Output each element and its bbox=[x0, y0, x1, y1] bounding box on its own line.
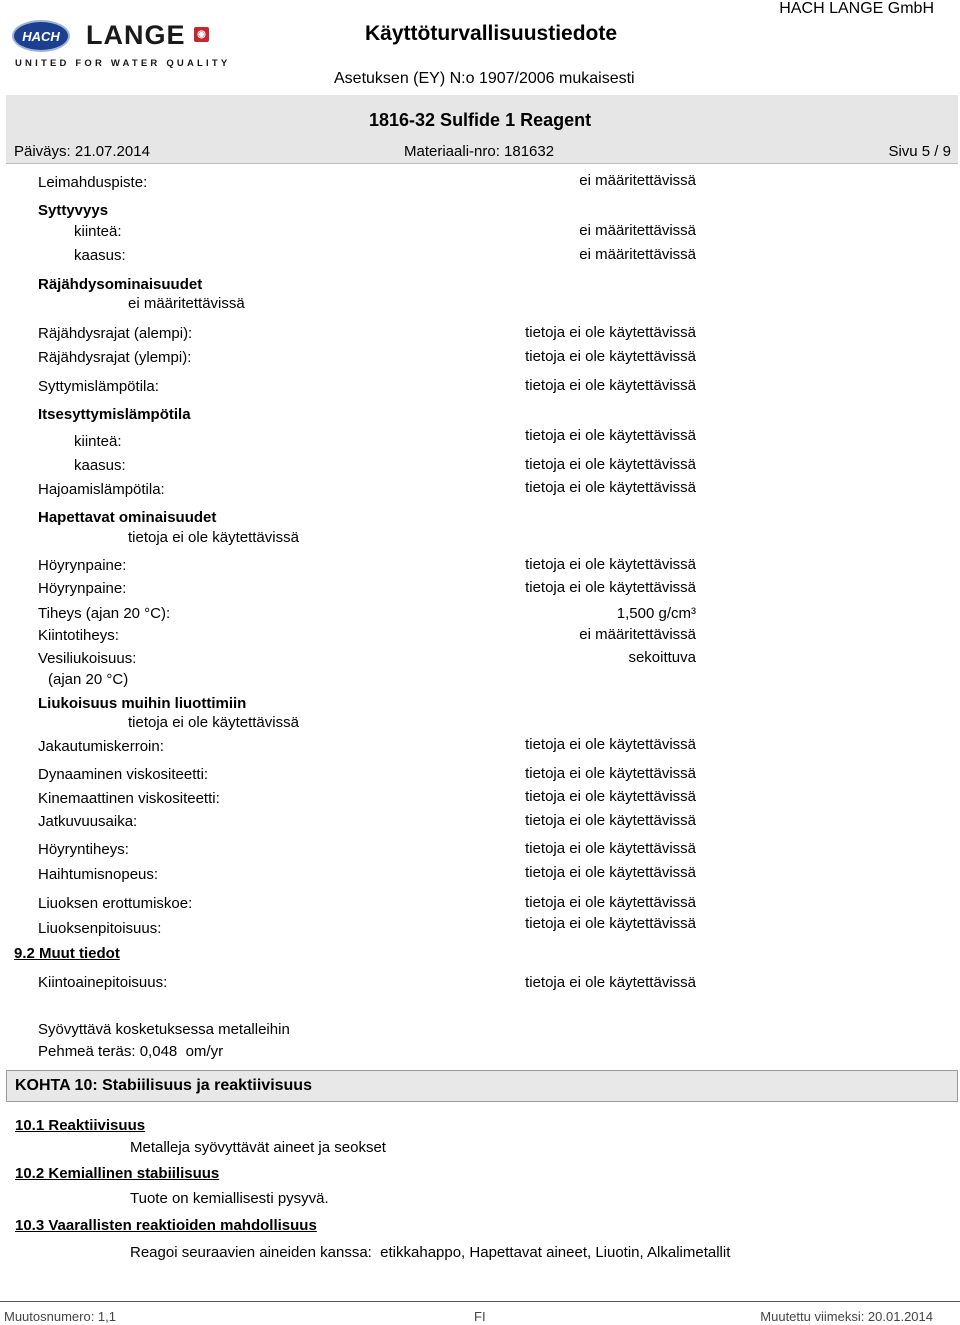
hach-logo-text: HACH bbox=[22, 28, 60, 44]
date: Päiväys: 21.07.2014 bbox=[14, 143, 150, 160]
bulk-density-label: Kiintotiheys: bbox=[38, 627, 119, 644]
dyn-viscosity-value: tietoja ei ole käytettävissä bbox=[525, 765, 696, 782]
flash-point-value: ei määritettävissä bbox=[579, 172, 696, 189]
partition-label: Jakautumiskerroin: bbox=[38, 738, 164, 755]
product-name: 1816-32 Sulfide 1 Reagent bbox=[369, 110, 592, 130]
flammability-heading: Syttyvyys bbox=[38, 202, 109, 219]
autoignition-solid-label: kiinteä: bbox=[74, 433, 122, 450]
vapor-pressure-label: Höyrynpaine: bbox=[38, 557, 127, 574]
density-value: 1,500 g/cm³ bbox=[616, 605, 696, 622]
flammability-gas-label: kaasus: bbox=[74, 247, 126, 264]
hazardous-reactions-heading: 10.3 Vaarallisten reaktioiden mahdollisuus bbox=[15, 1217, 317, 1234]
flash-point-label: Leimahduspiste: bbox=[38, 174, 148, 191]
evaporation-value: tietoja ei ole käytettävissä bbox=[525, 864, 696, 881]
oxidizing-heading: Hapettavat ominaisuudet bbox=[38, 509, 217, 526]
other-solvents-heading: Liukoisuus muihin liuottimiin bbox=[38, 695, 247, 712]
density-label: Tiheys (ajan 20 °C): bbox=[38, 605, 171, 622]
tagline: UNITED FOR WATER QUALITY bbox=[15, 58, 231, 69]
ignition-temp-label: Syttymislämpötila: bbox=[38, 378, 159, 395]
solvent-content-label: Liuoksenpitoisuus: bbox=[38, 920, 162, 937]
dyn-viscosity-label: Dynaaminen viskositeetti: bbox=[38, 766, 209, 783]
bulk-density-value: ei määritettävissä bbox=[579, 626, 696, 643]
solvent-content-value: tietoja ei ole käytettävissä bbox=[525, 915, 696, 932]
water-solubility-value: sekoittuva bbox=[628, 649, 696, 666]
autoignition-heading: Itsesyttymislämpötila bbox=[38, 406, 191, 423]
other-info-heading: 9.2 Muut tiedot bbox=[14, 945, 120, 962]
autoignition-gas-label: kaasus: bbox=[74, 457, 126, 474]
solid-content-label: Kiintoainepitoisuus: bbox=[38, 974, 168, 991]
solid-content-value: tietoja ei ole käytettävissä bbox=[525, 974, 696, 991]
section-10-title: KOHTA 10: Stabiilisuus ja reaktiivisuus bbox=[15, 1077, 312, 1094]
footer-divider bbox=[0, 1301, 960, 1302]
hazardous-reactions-text: Reagoi seuraavien aineiden kanssa: etikkahappo, Hapettavat aineet, Liuotin, Alkalimetallit bbox=[130, 1244, 731, 1261]
decomposition-label: Hajoamislämpötila: bbox=[38, 481, 165, 498]
upper-limit-value: tietoja ei ole käytettävissä bbox=[525, 348, 696, 365]
flammability-solid-label: kiinteä: bbox=[74, 223, 122, 240]
flow-time-value: tietoja ei ole käytettävissä bbox=[525, 812, 696, 829]
page-number: Sivu 5 / 9 bbox=[888, 143, 951, 160]
kin-viscosity-label: Kinemaattinen viskositeetti: bbox=[38, 790, 220, 807]
material-number: Materiaali-nro: 181632 bbox=[404, 143, 555, 160]
stability-text: Tuote on kemiallisesti pysyvä. bbox=[130, 1190, 329, 1207]
lange-logo-mark: ◉ bbox=[194, 27, 209, 42]
partition-value: tietoja ei ole käytettävissä bbox=[525, 736, 696, 753]
lower-limit-label: Räjähdysrajat (alempi): bbox=[38, 325, 193, 342]
explosive-heading: Räjähdysominaisuudet bbox=[38, 276, 203, 293]
vapor-pressure-value: tietoja ei ole käytettävissä bbox=[525, 556, 696, 573]
lower-limit-value: tietoja ei ole käytettävissä bbox=[525, 324, 696, 341]
flammability-solid-value: ei määritettävissä bbox=[579, 222, 696, 239]
flow-time-label: Jatkuvuusaika: bbox=[38, 813, 138, 830]
decomposition-value: tietoja ei ole käytettävissä bbox=[525, 479, 696, 496]
footer-modified: Muutettu viimeksi: 20.01.2014 bbox=[760, 1309, 933, 1324]
oxidizing-value: tietoja ei ole käytettävissä bbox=[128, 529, 299, 546]
solvent-sep-value: tietoja ei ole käytettävissä bbox=[525, 894, 696, 911]
water-solubility-temp: (ajan 20 °C) bbox=[48, 671, 129, 688]
solvent-sep-label: Liuoksen erottumiskoe: bbox=[38, 895, 193, 912]
hach-logo bbox=[12, 20, 70, 52]
regulation: Asetuksen (EY) N:o 1907/2006 mukaisesti bbox=[334, 70, 635, 87]
vapor-pressure-value-2: tietoja ei ole käytettävissä bbox=[525, 579, 696, 596]
kin-viscosity-value: tietoja ei ole käytettävissä bbox=[525, 788, 696, 805]
water-solubility-label: Vesiliukoisuus: bbox=[38, 650, 137, 667]
flammability-gas-value: ei määritettävissä bbox=[579, 246, 696, 263]
company-name: HACH LANGE GmbH bbox=[779, 0, 934, 17]
document-title: Käyttöturvallisuustiedote bbox=[365, 22, 618, 45]
upper-limit-label: Räjähdysrajat (ylempi): bbox=[38, 349, 192, 366]
stability-heading: 10.2 Kemiallinen stabiilisuus bbox=[15, 1165, 220, 1182]
explosive-value: ei määritettävissä bbox=[128, 295, 245, 312]
other-solvents-value: tietoja ei ole käytettävissä bbox=[128, 714, 299, 731]
vapor-density-value: tietoja ei ole käytettävissä bbox=[525, 840, 696, 857]
autoignition-solid-value: tietoja ei ole käytettävissä bbox=[525, 427, 696, 444]
reactivity-heading: 10.1 Reaktiivisuus bbox=[15, 1117, 146, 1134]
corrosive-note: Syövyttävä kosketuksessa metalleihin bbox=[38, 1021, 290, 1038]
lange-logo: LANGE bbox=[86, 20, 186, 50]
footer-language: FI bbox=[474, 1309, 486, 1324]
autoignition-gas-value: tietoja ei ole käytettävissä bbox=[525, 456, 696, 473]
reactivity-text: Metalleja syövyttävät aineet ja seokset bbox=[130, 1139, 386, 1156]
ignition-temp-value: tietoja ei ole käytettävissä bbox=[525, 377, 696, 394]
vapor-density-label: Höyryntiheys: bbox=[38, 841, 129, 858]
steel-note: Pehmeä teräs: 0,048 om/yr bbox=[38, 1043, 224, 1060]
evaporation-label: Haihtumisnopeus: bbox=[38, 866, 159, 883]
vapor-pressure-label-2: Höyrynpaine: bbox=[38, 580, 127, 597]
footer-revision: Muutosnumero: 1,1 bbox=[4, 1309, 117, 1324]
